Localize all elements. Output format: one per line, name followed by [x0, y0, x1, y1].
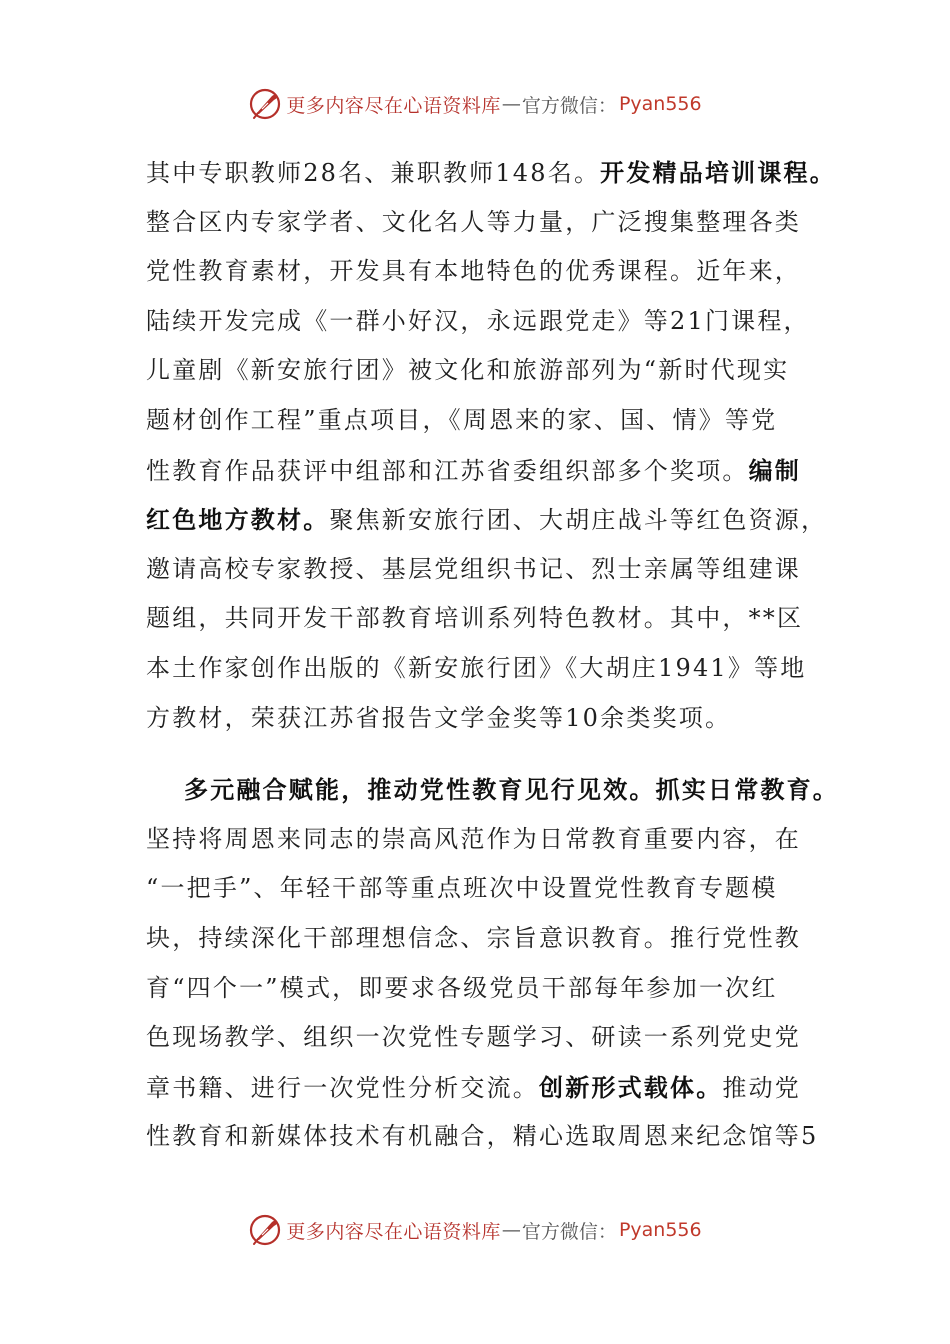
text-line: 题材创作工程”重点项目，《周恩来的家、国、情》等党 [146, 405, 778, 434]
quill-pen-logo-icon [248, 87, 282, 121]
page-header-banner [0, 84, 950, 124]
text-line [146, 1063, 818, 1113]
paragraph-2 [146, 765, 840, 1162]
footer-banner-title: 更多内容尽在心语资料库 [286, 1220, 501, 1243]
bold-heading: 抓实日常教育。 [655, 775, 840, 805]
text-run: 聚焦新安旅行团、大胡庄战斗等红色资源， [329, 506, 828, 535]
text-line: 性教育和新媒体技术有机融合，精心选取周恩来纪念馆等5 [146, 1122, 819, 1151]
paragraph-1 [146, 148, 836, 743]
header-banner-wechat-label: 官方微信： [521, 94, 617, 117]
text-run: 性教育作品获评中组部和江苏省委组织部多个奖项。 [146, 456, 749, 485]
bold-heading: 开发精品培训课程。 [600, 158, 836, 187]
text-line: 块，持续深化干部理想信念、宗旨意识教育。推行党性教 [146, 923, 801, 952]
paragraph-gap [146, 743, 818, 765]
text-line: 育“四个一”模式，即要求各级党员干部每年参加一次红 [146, 973, 778, 1002]
text-line: 整合区内专家学者、文化名人等力量，广泛搜集整理各类 [146, 207, 801, 236]
text-line: 邀请高校专家教授、基层党组织书记、烈士亲属等组建课 [146, 554, 801, 583]
page-footer-banner [0, 1210, 950, 1250]
text-line: 党性教育素材，开发具有本地特色的优秀课程。近年来， [146, 257, 801, 286]
text-line: 色现场教学、组织一次党性专题学习、研读一系列党史党 [146, 1023, 801, 1052]
header-banner-wechat-id: Pyan556 [618, 93, 702, 115]
text-line: 陆续开发完成《一群小好汉，永远跟党走》等21门课程， [146, 306, 810, 335]
text-run: 推动党 [722, 1073, 802, 1102]
document-body [146, 148, 840, 1162]
footer-banner-wechat-id: Pyan556 [618, 1219, 702, 1241]
quill-pen-logo-icon [248, 1213, 282, 1247]
text-line: 题组，共同开发干部教育培训系列特色教材。其中，**区 [146, 604, 804, 633]
bold-heading: 红色地方教材。 [146, 505, 330, 535]
text-line: 儿童剧《新安旅行团》被文化和旅游部列为“新时代现实 [146, 356, 790, 385]
header-banner-title: 更多内容尽在心语资料库 [286, 94, 501, 117]
text-line [146, 446, 818, 496]
text-line [146, 495, 828, 545]
text-line [146, 765, 840, 815]
text-line: 本土作家创作出版的《新安旅行团》《大胡庄1941》等地 [146, 653, 807, 682]
text-line: 坚持将周恩来同志的崇高风范作为日常教育重要内容，在 [146, 824, 801, 853]
bold-heading: 多元融合赋能，推动党性教育见行见效。 [184, 775, 656, 805]
text-run: 其中专职教师28名、兼职教师148名。 [146, 159, 601, 187]
text-line: “一把手”、年轻干部等重点班次中设置党性教育专题模 [146, 874, 778, 903]
text-run: 章书籍、进行一次党性分析交流。 [146, 1073, 539, 1102]
bold-heading: 创新形式载体。 [539, 1072, 723, 1102]
footer-banner-wechat-label: 官方微信： [521, 1220, 617, 1243]
footer-banner-separator: — [501, 1219, 521, 1241]
text-line [146, 148, 836, 198]
header-banner-separator: — [501, 93, 521, 115]
text-line: 方教材，荣获江苏省报告文学金奖等10余类奖项。 [146, 703, 732, 732]
bold-heading: 编制 [748, 455, 802, 485]
